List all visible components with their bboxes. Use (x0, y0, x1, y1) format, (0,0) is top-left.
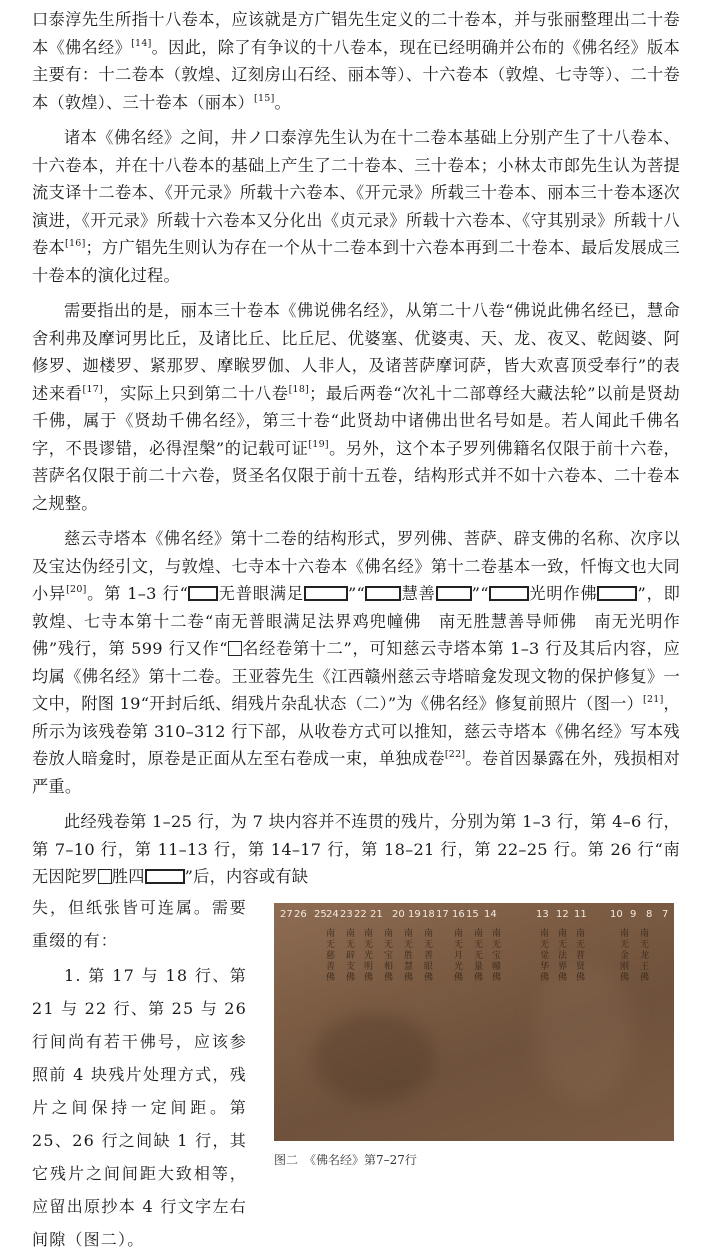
line-number: 25 (314, 908, 327, 920)
line-number: 20 (392, 908, 405, 920)
manuscript-column: 南无辟支佛 (346, 928, 356, 983)
manuscript-column: 南无无量佛 (474, 928, 484, 983)
text: 光 (528, 584, 547, 603)
lacuna-box (597, 586, 637, 601)
paragraph-6: 失，但纸张皆可连属。需要重缀的有： (32, 897, 247, 950)
paragraph-7: 1. 第 17 与 18 行、第 21 与 22 行、第 25 与 26 行间尚有若干佛号，应该参照前 4 块残片处理方式，残片之间保持一定间距。第 25、26 行之间缺 1 行，其它残片之间间距大致相等，应留出原抄本 4 行文字左右间隙（图二）。 (32, 965, 247, 1249)
text: 明 (546, 584, 564, 603)
text: 。第 1–3 行“ (86, 584, 189, 603)
line-number: 14 (484, 908, 497, 920)
text: 。卷首因暴露在外，残损相对严重。 (32, 749, 681, 796)
figure-caption: 图二 《佛名经》第7–27行 (274, 1152, 417, 1167)
line-number: 18 (422, 908, 435, 920)
line-number: 24 (326, 908, 339, 920)
paragraph-5 (32, 808, 680, 891)
text: 。另外，这个本子罗列佛籍名仅限于前十六卷，菩萨名仅限于前二十六卷，贤圣名仅限于前十五卷，结构形式并不如十六卷本、二十卷本之规整。 (32, 438, 680, 513)
paragraph-4 (32, 525, 680, 800)
manuscript-column: 南无善眼佛 (424, 928, 434, 983)
text: 佛 (580, 584, 598, 603)
text: ；方广锠先生则认为存在一个从十二卷本到十六卷本再到二十卷本、最后发展成三十卷本的演化过程。 (32, 238, 680, 285)
text: 慈云寺塔本《佛名经》第十二卷的结构形式，罗列佛、菩萨、辟支佛的名称、次序以及宝达伪经引文，与敦煌、七寺本十六卷本《佛名经》第十二卷基本一致，忏悔文也大同小异 (32, 529, 680, 603)
line-number: 26 (294, 908, 307, 920)
text: 作 (563, 584, 581, 603)
line-number: 16 (452, 908, 465, 920)
lacuna-box (436, 586, 472, 601)
footnote-ref[interactable]: [17] (82, 383, 104, 395)
text: 需要指出的是，丽本三十卷本《佛说佛名经》，从第二十八卷“佛说此佛名经已，慧命舍利弗及摩诃男比丘，及诸比丘、比丘尼、优婆塞、优婆夷、天、龙、夜叉、乾闼婆、阿修罗、迦楼罗、紧那罗、摩睺罗伽、人非人，及诸菩萨摩诃萨，皆大欢喜顶受奉行”的表述来看 (32, 301, 680, 403)
text: 足 (286, 584, 304, 603)
text: 诸本《佛名经》之间，井ノ口泰淳先生认为在十二卷本基础上分别产生了十八卷本、十六卷本，并在十八卷本的基础上产生了二十卷本、三十卷本；小林太市郎先生认为菩提流支译十二卷本、《开元录》所载十六卷本、《开元录》所载三十卷本、丽本三十卷本逐次演进，《开元录》所载十六卷本又分化出《贞元录》所载十六卷本、《守其别录》所载十八卷本 (32, 128, 680, 257)
line-number: 8 (646, 908, 653, 920)
text: ”“ (347, 584, 366, 603)
lacuna-box (489, 586, 529, 601)
photo-stain (534, 963, 634, 1103)
left-column (32, 891, 247, 1256)
text: 无因陀罗 (32, 867, 98, 886)
line-number: 23 (340, 908, 353, 920)
lacuna-box (98, 869, 112, 884)
text: 无 (218, 584, 236, 603)
manuscript-column: 南无法界佛 (558, 928, 568, 983)
footnote-ref[interactable]: [18] (288, 383, 310, 395)
manuscript-photo (274, 903, 674, 1141)
manuscript-column: 南无宝相佛 (384, 928, 394, 983)
text: ，所示为该残卷第 310–312 行下部，从收卷方式可以推知，慈云寺塔本《佛名经》写本残卷放人暗龛时，原卷是正面从左至右卷成一束，单独成卷 (32, 694, 680, 768)
manuscript-column: 南无龙王佛 (640, 928, 650, 983)
line-number: 22 (354, 908, 367, 920)
line-number: 10 (610, 908, 623, 920)
manuscript-column: 南无金刚佛 (620, 928, 630, 983)
footnote-ref[interactable]: [15] (254, 92, 275, 104)
line-number: 17 (436, 908, 449, 920)
text: 口泰淳先生所指十八卷本，应该就是方广锠先生定义的二十卷本，并与张丽整理出二十卷本《佛名经》 (32, 10, 680, 57)
lacuna-box (304, 586, 348, 601)
paragraph-3 (32, 297, 680, 517)
manuscript-column: 南无觉华佛 (540, 928, 550, 983)
line-number: 11 (574, 908, 587, 920)
footnote-ref[interactable]: [19] (308, 438, 329, 450)
text: 。 (274, 92, 291, 112)
text: ”后，内容或有缺 (184, 867, 309, 886)
manuscript-column: 南无宝幢佛 (492, 928, 502, 983)
manuscript-column: 南无普贤佛 (576, 928, 586, 983)
text: 慧善 (401, 584, 436, 603)
line-number: 13 (536, 908, 549, 920)
line-number: 21 (370, 908, 383, 920)
photo-stain (314, 1013, 434, 1103)
line-number: 12 (556, 908, 569, 920)
manuscript-column: 南无慈善佛 (326, 928, 336, 983)
footnote-ref[interactable]: [22] (444, 749, 466, 760)
lacuna-box (145, 869, 185, 884)
text: ”“ (471, 584, 489, 603)
split-section (32, 891, 680, 1249)
lacuna-box (365, 586, 401, 601)
text: ，实际上只到第二十八卷 (103, 383, 289, 403)
paragraph-2 (32, 124, 680, 289)
text: 。因此，除了有争议的十八卷本，现在已经明确并公布的《佛名经》版本主要有：十二卷本（敦煌、辽刻房山石经、丽本等）、十六卷本（敦煌、七寺等）、二十卷本（敦煌）、三十卷本（丽本） (32, 37, 680, 112)
line-number: 7 (662, 908, 669, 920)
footnote-ref[interactable]: [16] (65, 238, 86, 249)
line-number: 15 (466, 908, 479, 920)
footnote-ref[interactable]: [21] (643, 694, 664, 705)
text: 胜 (111, 867, 129, 886)
text: ；最后两卷“次礼十二部尊经大藏法轮”以前是贤劫千佛，属于《贤劫千佛名经》，第三十卷“此贤劫中诸佛出世名号如是。若人闻此千佛名字，不畏谬错，必得涅槃”的记载可证 (32, 383, 680, 458)
line-number-row (274, 909, 674, 925)
lacuna-box (228, 641, 242, 656)
paragraph-1 (32, 6, 680, 116)
manuscript-column: 南无胜慧佛 (404, 928, 414, 983)
footnote-ref[interactable]: [20] (66, 584, 87, 595)
text: 四 (128, 867, 145, 886)
footnote-ref[interactable]: [14] (131, 37, 152, 49)
text: 即敦煌、七寺本第十二卷“南无普眼满足法界鸡兜幢佛 南无胜慧善导师佛 南无光明作佛”残行，第 599 行又作“ (32, 584, 681, 658)
document-page (32, 6, 681, 1249)
text: 普眼满 (235, 584, 287, 603)
text: 南 (663, 839, 680, 859)
text: ”， (637, 584, 664, 603)
line-number: 27 (280, 908, 293, 920)
line-number: 9 (630, 908, 637, 920)
text: 名经卷第十二”，可知慈云寺塔本第 1–3 行及其后内容，应均属《佛名经》第十二卷。王亚蓉先生《江西赣州慈云寺塔暗龛发现文物的保护修复》一文中，附图 19“开封后纸、绢残片杂乱状态（二）”为《佛名经》修复前照片（图一） (32, 639, 680, 713)
text: 此经残卷第 1–25 行，为 7 块内容并不连贯的残片，分别为第 1–3 行，第 4–6 行，第 7–10 行，第 11–13 行，第 14–17 行，第 18–21 行，第 22–25 行。第 26 行“ (32, 812, 680, 859)
lacuna-box (188, 586, 218, 601)
manuscript-column: 南无月光佛 (454, 928, 464, 983)
line-number: 19 (408, 908, 421, 920)
manuscript-column: 南无光明佛 (364, 928, 374, 983)
